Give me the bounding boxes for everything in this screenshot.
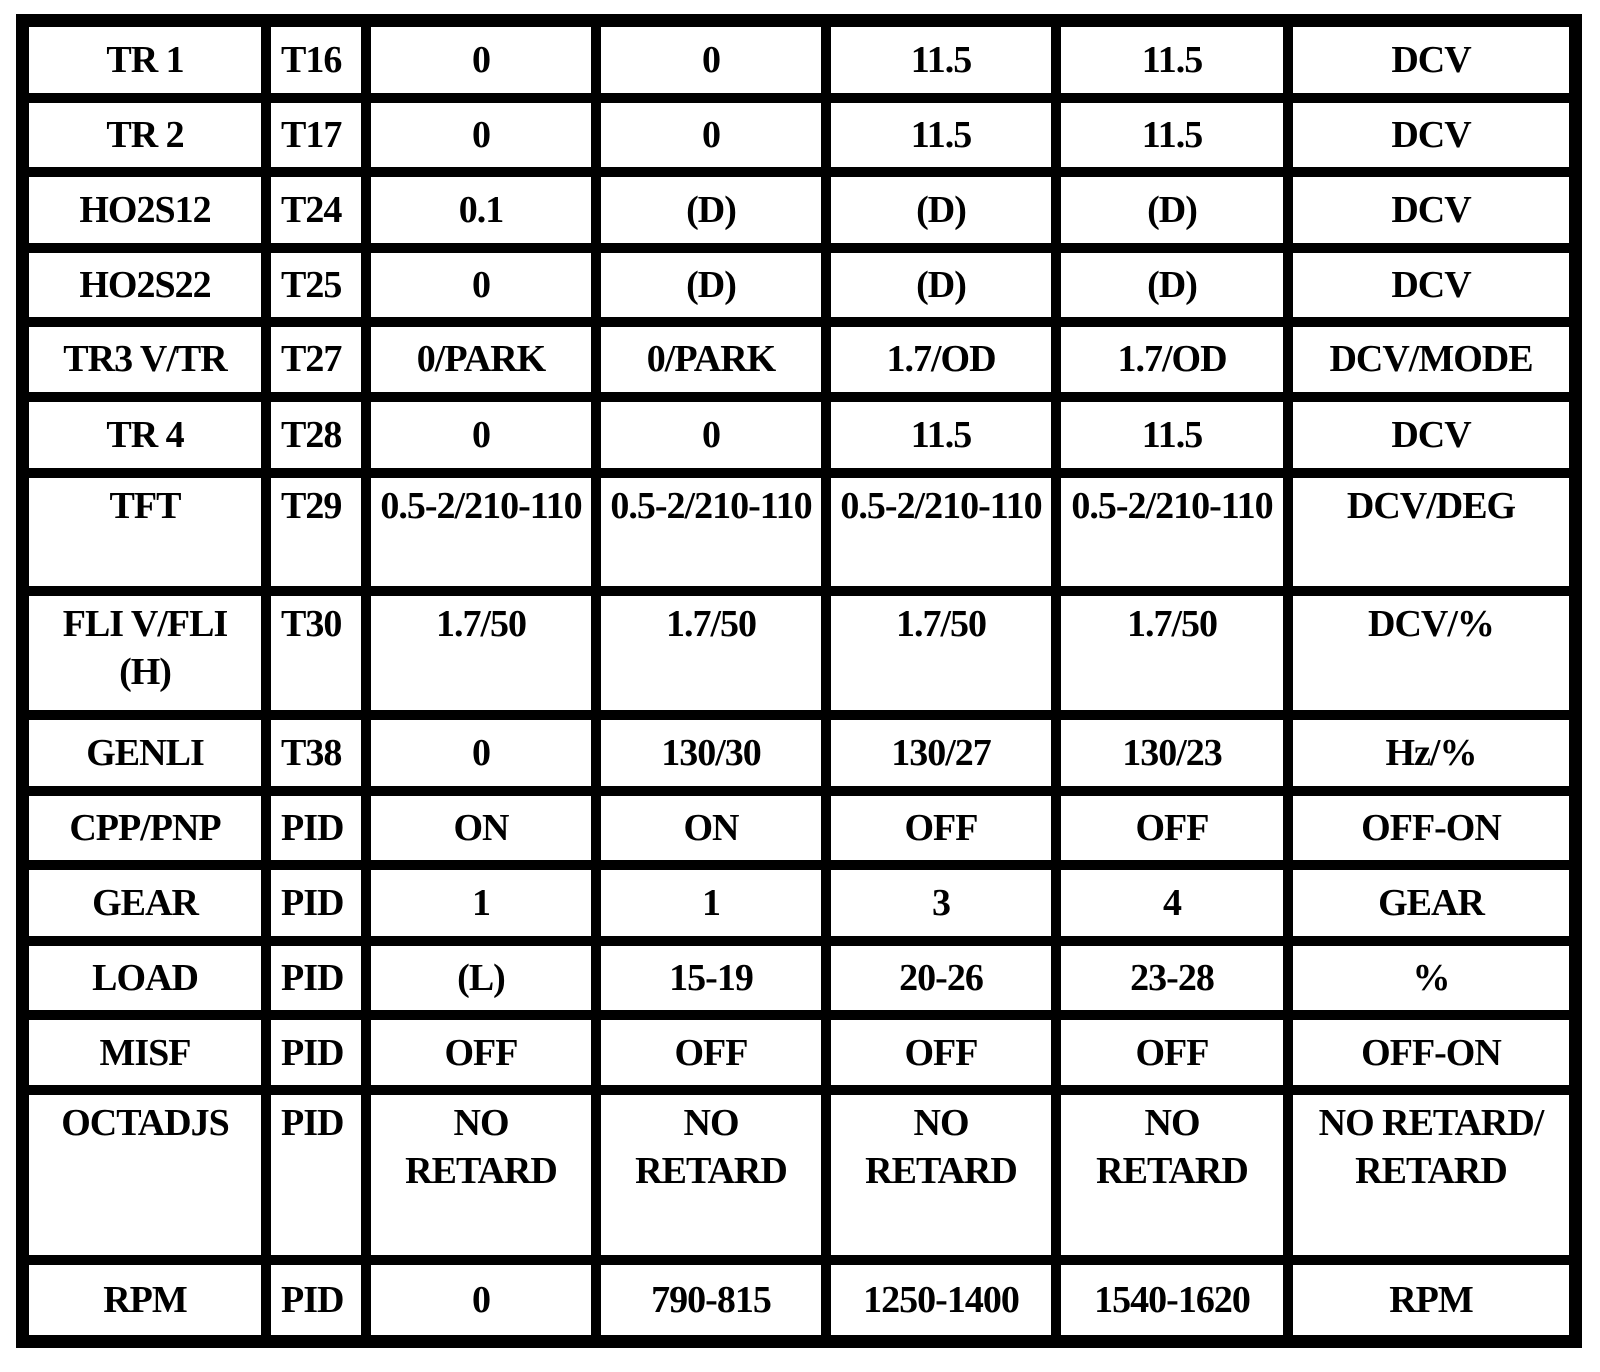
key-on-engine-off-cell: 0.1 bbox=[366, 172, 596, 248]
speed-30-cell: (D) bbox=[826, 172, 1056, 248]
speed-55-cell: 1540-1620 bbox=[1056, 1260, 1288, 1340]
unit-cell: Hz/% bbox=[1288, 715, 1574, 791]
test-point-cell: PID bbox=[266, 1090, 366, 1260]
unit-cell: DCV bbox=[1288, 22, 1574, 98]
speed-55-cell: 0.5-2/210-110 bbox=[1056, 473, 1288, 591]
table-row bbox=[24, 591, 1574, 715]
speed-30-cell: 20-26 bbox=[826, 941, 1056, 1015]
unit-cell: DCV/MODE bbox=[1288, 322, 1574, 396]
key-on-engine-off-cell: ON bbox=[366, 791, 596, 865]
key-on-engine-off-cell: 0/PARK bbox=[366, 322, 596, 396]
table-row bbox=[24, 248, 1574, 322]
signal-name-cell: GENLI bbox=[24, 715, 266, 791]
signal-name-cell: TR3 V/TR bbox=[24, 322, 266, 396]
unit-cell: GEAR bbox=[1288, 865, 1574, 941]
speed-55-cell: 1.7/50 bbox=[1056, 591, 1288, 715]
test-point-cell: T24 bbox=[266, 172, 366, 248]
idle-cell: (D) bbox=[596, 172, 826, 248]
speed-30-cell: 11.5 bbox=[826, 22, 1056, 98]
speed-55-cell: 130/23 bbox=[1056, 715, 1288, 791]
speed-55-cell: 1.7/OD bbox=[1056, 322, 1288, 396]
key-on-engine-off-cell: 0 bbox=[366, 98, 596, 172]
unit-cell: % bbox=[1288, 941, 1574, 1015]
speed-30-cell: (D) bbox=[826, 248, 1056, 322]
idle-cell: OFF bbox=[596, 1015, 826, 1089]
table-row bbox=[24, 941, 1574, 1015]
unit-cell: OFF-ON bbox=[1288, 1015, 1574, 1089]
idle-cell: 1 bbox=[596, 865, 826, 941]
speed-55-cell: (D) bbox=[1056, 172, 1288, 248]
speed-30-cell: OFF bbox=[826, 1015, 1056, 1089]
speed-30-cell: 11.5 bbox=[826, 98, 1056, 172]
table-row bbox=[24, 473, 1574, 591]
speed-30-cell: 1.7/50 bbox=[826, 591, 1056, 715]
key-on-engine-off-cell: 1.7/50 bbox=[366, 591, 596, 715]
pid-reference-table bbox=[16, 14, 1582, 1348]
signal-name-cell: TR 4 bbox=[24, 397, 266, 473]
test-point-cell: T16 bbox=[266, 22, 366, 98]
key-on-engine-off-cell: 0 bbox=[366, 715, 596, 791]
unit-cell: DCV bbox=[1288, 248, 1574, 322]
speed-55-cell: 4 bbox=[1056, 865, 1288, 941]
test-point-cell: PID bbox=[266, 1260, 366, 1340]
signal-name-cell: RPM bbox=[24, 1260, 266, 1340]
key-on-engine-off-cell: 1 bbox=[366, 865, 596, 941]
key-on-engine-off-cell: (L) bbox=[366, 941, 596, 1015]
idle-cell: NO RETARD bbox=[596, 1090, 826, 1260]
speed-55-cell: OFF bbox=[1056, 791, 1288, 865]
speed-30-cell: 1250-1400 bbox=[826, 1260, 1056, 1340]
table-row bbox=[24, 322, 1574, 396]
speed-55-cell: OFF bbox=[1056, 1015, 1288, 1089]
key-on-engine-off-cell: 0 bbox=[366, 397, 596, 473]
idle-cell: 130/30 bbox=[596, 715, 826, 791]
idle-cell: ON bbox=[596, 791, 826, 865]
table-row bbox=[24, 865, 1574, 941]
unit-cell: DCV bbox=[1288, 397, 1574, 473]
key-on-engine-off-cell: 0 bbox=[366, 248, 596, 322]
speed-30-cell: 3 bbox=[826, 865, 1056, 941]
unit-cell: NO RETARD/ RETARD bbox=[1288, 1090, 1574, 1260]
key-on-engine-off-cell: 0 bbox=[366, 1260, 596, 1340]
key-on-engine-off-cell: 0 bbox=[366, 22, 596, 98]
speed-55-cell: (D) bbox=[1056, 248, 1288, 322]
unit-cell: DCV bbox=[1288, 98, 1574, 172]
signal-name-cell: CPP/PNP bbox=[24, 791, 266, 865]
table-row bbox=[24, 98, 1574, 172]
idle-cell: (D) bbox=[596, 248, 826, 322]
test-point-cell: PID bbox=[266, 1015, 366, 1089]
speed-30-cell: 11.5 bbox=[826, 397, 1056, 473]
speed-55-cell: 11.5 bbox=[1056, 98, 1288, 172]
signal-name-cell: MISF bbox=[24, 1015, 266, 1089]
signal-name-cell: OCTADJS bbox=[24, 1090, 266, 1260]
table-row bbox=[24, 1260, 1574, 1340]
unit-cell: DCV/DEG bbox=[1288, 473, 1574, 591]
test-point-cell: PID bbox=[266, 791, 366, 865]
table-row bbox=[24, 172, 1574, 248]
key-on-engine-off-cell: 0.5-2/210-110 bbox=[366, 473, 596, 591]
idle-cell: 0 bbox=[596, 98, 826, 172]
speed-55-cell: 23-28 bbox=[1056, 941, 1288, 1015]
speed-30-cell: NO RETARD bbox=[826, 1090, 1056, 1260]
table-row bbox=[24, 22, 1574, 98]
table-row bbox=[24, 397, 1574, 473]
idle-cell: 0 bbox=[596, 22, 826, 98]
signal-name-cell: TFT bbox=[24, 473, 266, 591]
unit-cell: DCV bbox=[1288, 172, 1574, 248]
idle-cell: 0.5-2/210-110 bbox=[596, 473, 826, 591]
unit-cell: RPM bbox=[1288, 1260, 1574, 1340]
key-on-engine-off-cell: NO RETARD bbox=[366, 1090, 596, 1260]
signal-name-cell: HO2S12 bbox=[24, 172, 266, 248]
signal-name-cell: GEAR bbox=[24, 865, 266, 941]
speed-30-cell: 0.5-2/210-110 bbox=[826, 473, 1056, 591]
test-point-cell: T29 bbox=[266, 473, 366, 591]
idle-cell: 0/PARK bbox=[596, 322, 826, 396]
signal-name-cell: LOAD bbox=[24, 941, 266, 1015]
speed-55-cell: 11.5 bbox=[1056, 397, 1288, 473]
test-point-cell: T30 bbox=[266, 591, 366, 715]
signal-name-cell: HO2S22 bbox=[24, 248, 266, 322]
test-point-cell: PID bbox=[266, 865, 366, 941]
speed-55-cell: 11.5 bbox=[1056, 22, 1288, 98]
key-on-engine-off-cell: OFF bbox=[366, 1015, 596, 1089]
unit-cell: OFF-ON bbox=[1288, 791, 1574, 865]
idle-cell: 15-19 bbox=[596, 941, 826, 1015]
test-point-cell: T27 bbox=[266, 322, 366, 396]
signal-name-cell: TR 1 bbox=[24, 22, 266, 98]
signal-name-cell: TR 2 bbox=[24, 98, 266, 172]
table-row bbox=[24, 791, 1574, 865]
idle-cell: 0 bbox=[596, 397, 826, 473]
table-row bbox=[24, 1090, 1574, 1260]
table-row bbox=[24, 715, 1574, 791]
unit-cell: DCV/% bbox=[1288, 591, 1574, 715]
test-point-cell: PID bbox=[266, 941, 366, 1015]
table-row bbox=[24, 1015, 1574, 1089]
test-point-cell: T38 bbox=[266, 715, 366, 791]
speed-30-cell: 1.7/OD bbox=[826, 322, 1056, 396]
test-point-cell: T25 bbox=[266, 248, 366, 322]
test-point-cell: T28 bbox=[266, 397, 366, 473]
signal-name-cell: FLI V/FLI (H) bbox=[24, 591, 266, 715]
test-point-cell: T17 bbox=[266, 98, 366, 172]
idle-cell: 1.7/50 bbox=[596, 591, 826, 715]
speed-55-cell: NO RETARD bbox=[1056, 1090, 1288, 1260]
speed-30-cell: OFF bbox=[826, 791, 1056, 865]
speed-30-cell: 130/27 bbox=[826, 715, 1056, 791]
idle-cell: 790-815 bbox=[596, 1260, 826, 1340]
